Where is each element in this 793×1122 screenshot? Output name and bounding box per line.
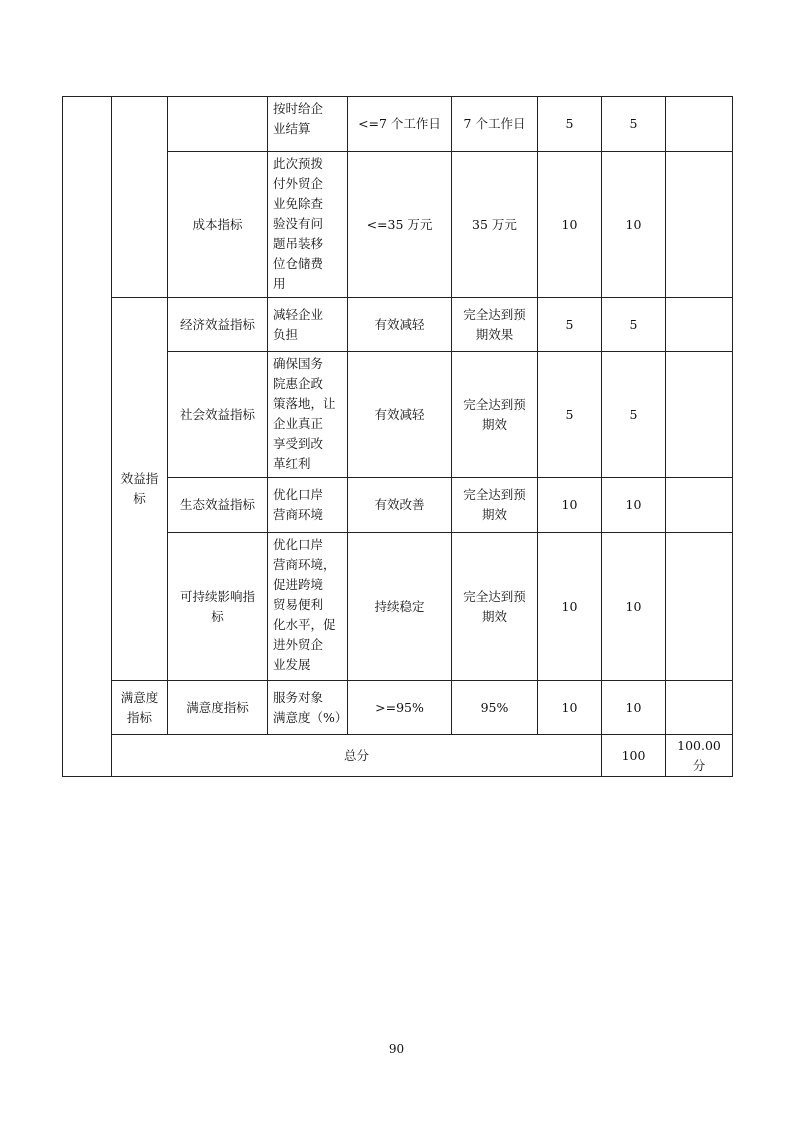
indicator-text: 此次预拨 付外贸企 业免除查 验没有问 题吊装移 位仓储费 用 xyxy=(273,156,324,291)
indicator-text: 减轻企业 负担 xyxy=(273,306,324,342)
indicator-cell xyxy=(268,478,348,533)
table-row xyxy=(63,298,733,352)
total-score: 100.00 分 xyxy=(677,737,721,773)
target-text: 有效减轻 xyxy=(374,316,425,332)
weight-text: 10 xyxy=(561,598,578,614)
target-text: 持续稳定 xyxy=(374,598,425,614)
score-cell xyxy=(602,298,666,352)
table-row xyxy=(63,97,733,152)
indicator-text: 优化口岸 营商环境 xyxy=(273,487,324,522)
total-row xyxy=(63,735,733,777)
category-cell xyxy=(168,352,268,478)
indicator-text: 按时给企 业结算 xyxy=(273,101,324,136)
category-cell xyxy=(168,478,268,533)
score-cell xyxy=(666,735,733,777)
weight-cell xyxy=(538,352,602,478)
target-cell xyxy=(348,533,452,681)
benefit-group-text: 效益指 标 xyxy=(120,471,159,506)
actual-cell xyxy=(452,152,538,298)
score-text: 5 xyxy=(629,316,638,332)
actual-text: 7 个工作日 xyxy=(463,116,526,131)
weight-cell xyxy=(538,97,602,152)
indicator-text: 服务对象 满意度（%） xyxy=(273,689,348,725)
category-text: 成本指标 xyxy=(192,216,243,232)
target-text: 有效减轻 xyxy=(374,406,425,422)
target-cell xyxy=(348,298,452,352)
indicator-cell xyxy=(268,97,348,152)
actual-text: 完全达到预 期效 xyxy=(463,588,526,624)
remark-cell xyxy=(666,152,733,298)
score-cell xyxy=(602,681,666,735)
score-text: 10 xyxy=(625,497,642,512)
category-cell xyxy=(168,533,268,681)
performance-table xyxy=(62,96,733,777)
weight-cell xyxy=(602,735,666,777)
indicator-text: 确保国务 院惠企政 策落地，让 企业真正 享受到改 革红利 xyxy=(273,356,336,471)
actual-text: 35 万元 xyxy=(472,216,517,232)
table-row xyxy=(63,681,733,735)
category-text: 满意度指标 xyxy=(186,699,249,715)
category-cell xyxy=(168,681,268,735)
target-text: <=7 个工作日 xyxy=(358,116,441,131)
total-label: 总分 xyxy=(343,747,369,763)
actual-cell xyxy=(452,298,538,352)
actual-text: 95% xyxy=(480,699,509,715)
second-level-cell xyxy=(112,97,168,298)
total-weight: 100 xyxy=(621,747,646,763)
category-text: 经济效益指标 xyxy=(179,316,255,332)
weight-cell xyxy=(538,298,602,352)
weight-cell xyxy=(538,152,602,298)
satisfaction-group-cell xyxy=(112,681,168,735)
weight-cell xyxy=(538,533,602,681)
actual-cell xyxy=(452,478,538,533)
indicator-text: 优化口岸 营商环境， 促进跨境 贸易便利 化水平，促 进外贸企 业发展 xyxy=(273,537,336,672)
actual-text: 完全达到预 期效果 xyxy=(463,306,526,342)
score-cell xyxy=(602,97,666,152)
weight-text: 5 xyxy=(565,316,574,332)
actual-cell xyxy=(452,681,538,735)
category-cell xyxy=(168,152,268,298)
remark-cell xyxy=(666,478,733,533)
indicator-cell xyxy=(268,681,348,735)
score-text: 10 xyxy=(625,699,642,715)
remark-cell xyxy=(666,298,733,352)
weight-text: 5 xyxy=(565,406,574,422)
weight-text: 5 xyxy=(565,116,574,131)
score-cell xyxy=(602,478,666,533)
target-text: <=35 万元 xyxy=(366,216,433,232)
actual-cell xyxy=(452,97,538,152)
total-label-cell xyxy=(112,735,602,777)
category-text: 生态效益指标 xyxy=(179,497,255,512)
score-text: 5 xyxy=(629,116,638,131)
category-text: 可持续影响指 标 xyxy=(179,588,255,624)
satisfaction-group-text: 满意度 指标 xyxy=(120,689,159,725)
category-cell xyxy=(168,97,268,152)
category-cell xyxy=(168,298,268,352)
actual-cell xyxy=(452,352,538,478)
score-text: 10 xyxy=(625,216,642,232)
weight-cell xyxy=(538,478,602,533)
weight-cell xyxy=(538,681,602,735)
remark-cell xyxy=(666,352,733,478)
remark-cell xyxy=(666,533,733,681)
actual-text: 完全达到预 期效 xyxy=(463,396,526,432)
category-text: 社会效益指标 xyxy=(179,406,255,422)
target-cell xyxy=(348,681,452,735)
target-cell xyxy=(348,152,452,298)
score-text: 10 xyxy=(625,598,642,614)
target-text: 有效改善 xyxy=(374,497,425,512)
target-cell xyxy=(348,97,452,152)
score-cell xyxy=(602,533,666,681)
indicator-cell xyxy=(268,352,348,478)
weight-text: 10 xyxy=(561,216,578,232)
score-text: 5 xyxy=(629,406,638,422)
actual-cell xyxy=(452,533,538,681)
target-cell xyxy=(348,352,452,478)
remark-cell xyxy=(666,681,733,735)
score-cell xyxy=(602,352,666,478)
actual-text: 完全达到预 期效 xyxy=(463,487,526,522)
indicator-cell xyxy=(268,298,348,352)
indicator-cell xyxy=(268,152,348,298)
weight-text: 10 xyxy=(561,699,578,715)
benefit-group-cell xyxy=(112,298,168,681)
indicator-cell xyxy=(268,533,348,681)
score-cell xyxy=(602,152,666,298)
weight-text: 10 xyxy=(561,497,578,512)
target-text: >=95% xyxy=(375,699,424,715)
first-level-cell xyxy=(63,97,112,777)
remark-cell xyxy=(666,97,733,152)
target-cell xyxy=(348,478,452,533)
page-number: 90 xyxy=(388,1042,405,1056)
